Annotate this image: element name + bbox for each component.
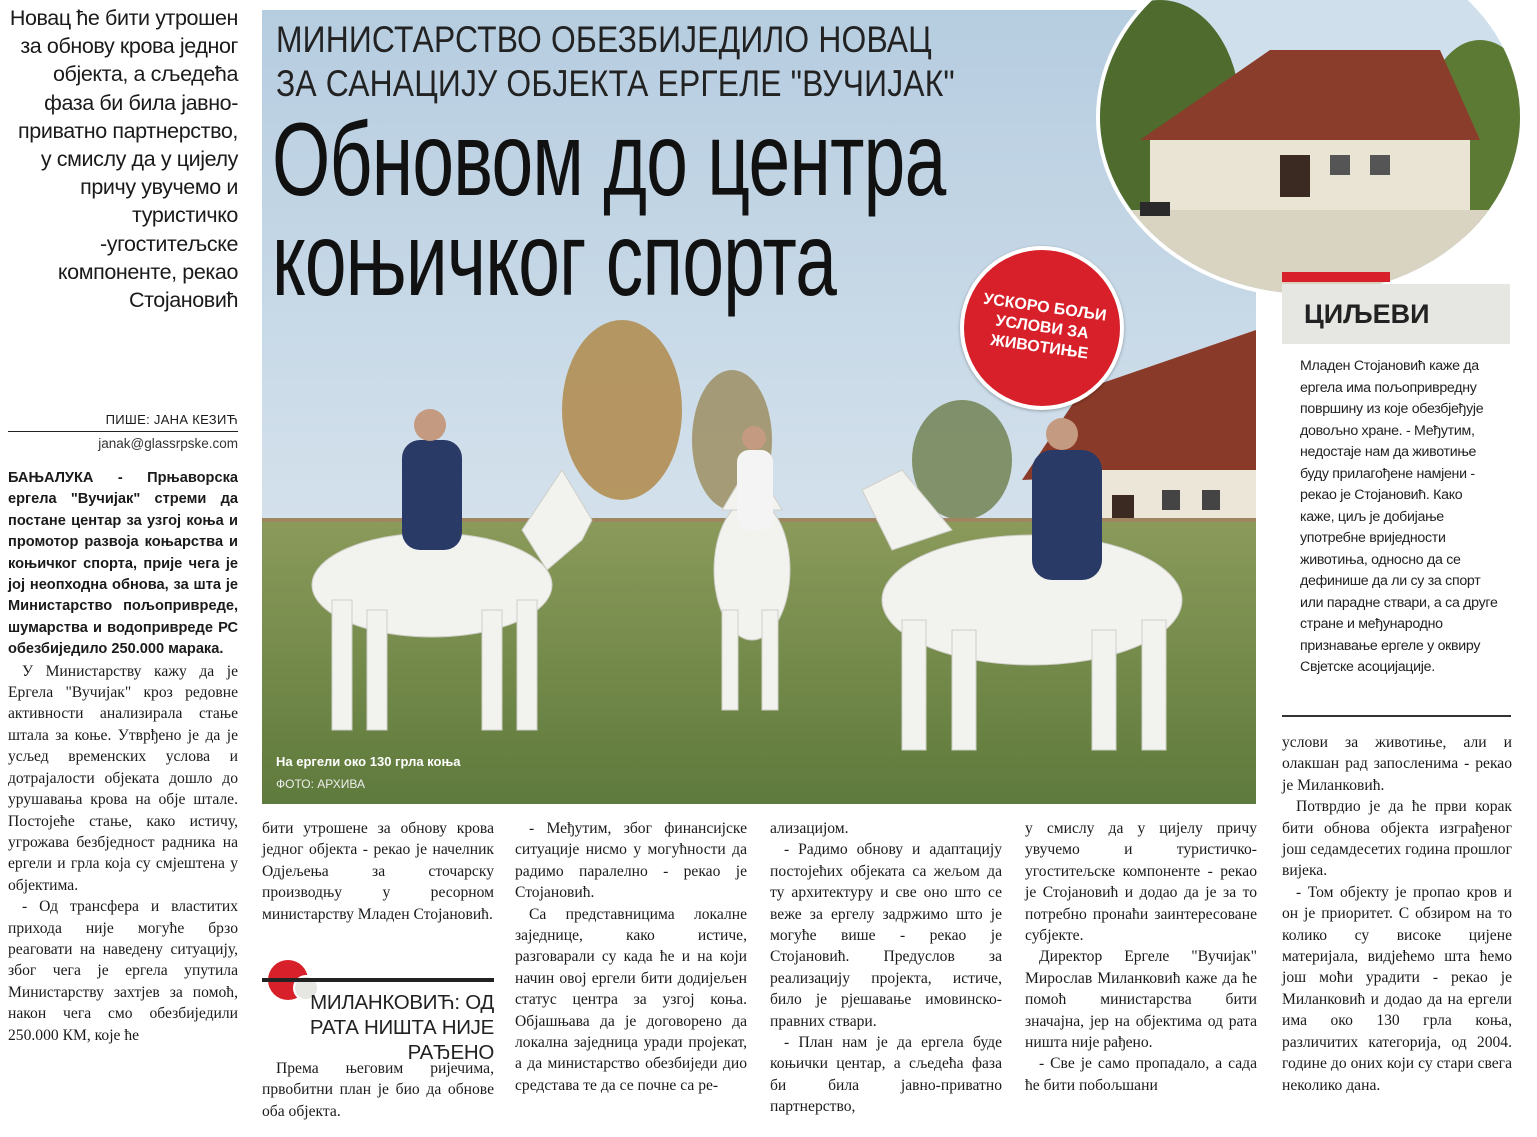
red-badge xyxy=(960,246,1124,410)
article-column-3 xyxy=(515,818,747,1096)
subheading: МИЛАНКОВИЋ: ОД РАТА НИШТА НИЈЕ РАЂЕНО xyxy=(309,991,494,1064)
headline-line: коњичког спорта xyxy=(272,202,837,318)
body-paragraph: Директор Ергеле "Вучијак" Мирослав Миланковић каже да ће помоћ министарства бити значајна, јер на објектима од рата ништа није рађено. xyxy=(1025,948,1257,1052)
badge-text: УСКОРО БОЉИ УСЛОВИ ЗА ЖИВОТИЊЕ xyxy=(982,290,1108,363)
kicker xyxy=(276,18,981,106)
sidebar-body xyxy=(1300,356,1500,679)
body-paragraph: - Међутим, због финансијске ситуације нисмо у могућности да радимо паралелно - рекао је Стојановић. xyxy=(515,820,747,902)
body-paragraph: - Том објекту је пропао кров и он је приоритет. С обзиром на то колико су високе цијене материјала, видјећемо шта ћемо још моћи урадити - рекао је Миланковић и додао да на ергели има око 130 грла коња, различитих категорија, од 2004. године до оних који су стари свега неколико дана. xyxy=(1282,883,1512,1094)
subheading-rule xyxy=(262,978,494,982)
photo-credit: ФОТО: АРХИВА xyxy=(276,777,365,791)
byline-divider xyxy=(8,431,238,432)
pull-quote: Новац ће бити утрошен за обнову крова једног објекта, а сљедећа фаза би била јавно-приватно партнерство, у смислу да у цијелу причу увучемо и туристичко -угоститељске компоненте, рекао Стојановић xyxy=(9,6,238,313)
kicker-line: ЗА САНАЦИЈУ ОБЈЕКТА ЕРГЕЛЕ "ВУЧИЈАК" xyxy=(276,63,955,104)
body-paragraph: услови за животиње, али и олакшан рад запосленима - рекао је Миланковић. xyxy=(1282,734,1512,794)
article-column-2-continued xyxy=(262,1058,494,1122)
body-paragraph: бити утрошене за обнову крова једног објекта - рекао је начелник Одјељења за сточарску производњу у ресорном министарству Младен Стојановић. xyxy=(262,820,494,923)
body-paragraph: Са представницима локалне заједнице, како истиче, разговарали су када ће и на који начин овој ергели бити додијељен статус центра за узгој коња. Објашњава да је договорено да локална заједница уради пројекат, а да министарство обезбиједи дио средстава те да се почне са ре- xyxy=(515,905,747,1094)
article-column-6 xyxy=(1282,732,1512,1096)
body-paragraph: - Од трансфера и властитих прихода није могуће брзо реаговати на наведену ситуацију, због чега је ергела упутила Министарству захтјев за помоћ, након чега смо обезбиједили 250.000 КМ, које ће xyxy=(8,898,238,1044)
sidebar-text: Младен Стојановић каже да ергела има пољопривредну површину из које обезбјеђује довољно хране. - Међутим, недостаје нам да животиње буду прилагођене намјени - рекао је Стојановић. Како каже, циљ је добијање употребне вриједности животиња, односно да се дефинише да ли су за спорт или парадне ствари, а са друге стране и међународно признавање ергеле у оквиру Свјетске асоцијације. xyxy=(1300,358,1498,675)
sidebar-accent-bar xyxy=(1282,272,1390,282)
byline-block xyxy=(8,412,238,451)
lead-paragraph: БАЊАЛУКА - Прњаворска ергела "Вучијак" стреми да постане центар за узгој коња и промотор развоја коњарства и коњичког спорта, прије чега је јој неопходна обнова, за шта је Министарство пољопривреде, шумарства и водопривреде РС обезбиједило 250.000 марака. xyxy=(8,470,238,658)
body-paragraph: - План нам је да ергела буде коњички центар, а сљедећа фаза би била јавно-приватно партнерство, xyxy=(770,1034,1002,1116)
body-paragraph: У Министарству кажу да је Ергела "Вучијак" кроз редовне активности анализирала стање штала за коње. Утврђено је да је усљед временских услова и дотрајалости објеката дошло до урушавања крова на обје штале. Постојеће стање, како истичу, угрожава безбједност радника на ергели и грла која су смјештена у објектима. xyxy=(8,662,238,894)
body-paragraph: ализацијом. xyxy=(770,820,849,837)
headline-line: Обновом до центра xyxy=(272,102,946,218)
body-paragraph: - Све је само пропадало, а сада ће бити побољшани xyxy=(1025,1055,1257,1094)
byline: ПИШЕ: ЈАНА КЕЗИЋ xyxy=(105,412,238,427)
kicker-line: МИНИСТАРСТВО ОБЕЗБИЈЕДИЛО НОВАЦ xyxy=(276,19,932,60)
body-paragraph: у смислу да у цијелу причу увучемо и туристичко-угоститељске компоненте - рекао је Стојановић и додао да је за то потребно пронаћи заинтересоване субјекте. xyxy=(1025,820,1257,945)
sidebar-heading: ЦИЉЕВИ xyxy=(1282,284,1510,344)
body-paragraph: - Радимо обнову и адаптацију постојећих објеката са жељом да ту архитектуру и све оно што се веже за ергелу задржимо што је могуће више - рекао је Стојановић. Предуслов за реализацију пројекта, истиче, било је рјешавање имовинско-правних ствари. xyxy=(770,841,1002,1030)
sidebar-bottom-rule xyxy=(1282,715,1511,717)
author-email: janak@glassrpske.com xyxy=(98,436,238,451)
body-paragraph: Према његовим ријечима, првобитни план је био да обнове оба објекта. xyxy=(262,1060,494,1120)
article-column-1 xyxy=(8,468,238,1046)
headline xyxy=(272,102,992,318)
photo-caption: На ергели око 130 грла коња xyxy=(276,754,461,769)
body-paragraph: Потврдио је да ће први корак бити обнова објекта изграђеног још седамдесетих година прошлог вијека. xyxy=(1282,798,1512,880)
article-column-4 xyxy=(770,818,1002,1118)
article-column-5 xyxy=(1025,818,1257,1096)
article-column-2 xyxy=(262,818,494,925)
